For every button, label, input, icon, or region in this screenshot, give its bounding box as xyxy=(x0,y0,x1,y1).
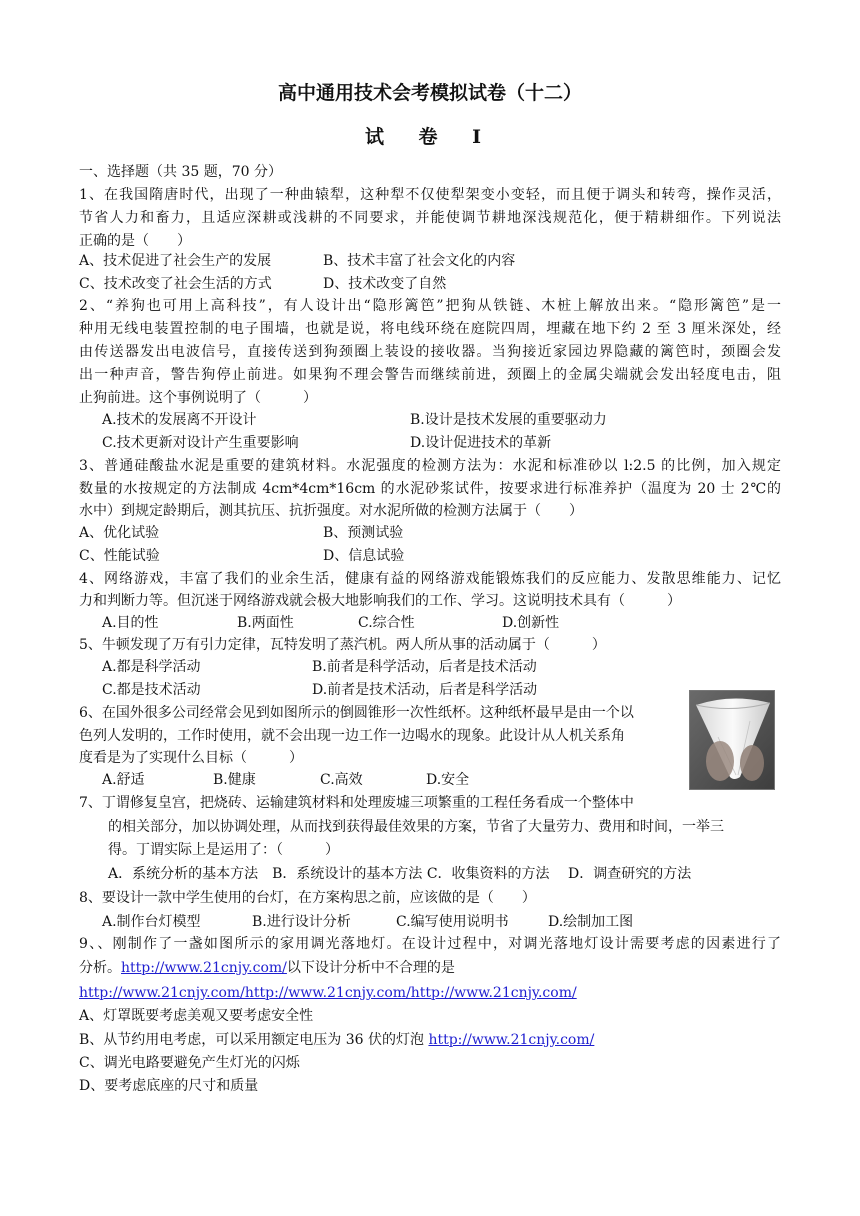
question-2-option-c: C.技术更新对设计产生重要影响 xyxy=(102,435,299,451)
question-1-option-c: C、技术改变了社会生活的方式 xyxy=(79,276,272,292)
question-9-line-2 xyxy=(79,958,455,978)
question-4-line-2: 力和判断力等。但沉迷于网络游戏就会极大地影响我们的工作、学习。这说明技术具有（ ） xyxy=(79,593,681,609)
website-link[interactable]: http://www.21cnjy.com/ xyxy=(121,960,287,976)
question-9-option-d: D、要考虑底座的尺寸和质量 xyxy=(79,1078,259,1094)
question-6-line-2: 色列人发明的，工作时使用，就不会出现一边工作一边喝水的现象。此设计从人机关系角 xyxy=(79,728,625,744)
question-9-line-3 xyxy=(79,983,577,1003)
question-2-option-b: B.设计是技术发展的重要驱动力 xyxy=(410,412,607,428)
question-9-line-2-prefix: 分析。 xyxy=(79,960,121,976)
question-1-option-d: D、技术改变了自然 xyxy=(323,276,447,292)
question-6-line-1: 6、在国外很多公司经常会见到如图所示的倒圆锥形一次性纸杯。这种纸杯最早是由一个以 xyxy=(79,705,634,721)
question-5-option-b: B.前者是科学活动，后者是技术活动 xyxy=(312,659,537,675)
question-6-option-d: D.安全 xyxy=(426,772,470,788)
question-6-option-a: A.舒适 xyxy=(102,772,145,788)
question-3-line-1: 3、普通硅酸盐水泥是重要的建筑材料。水泥强度的检测方法为：水泥和标准砂以 l:2.5 的比例，加入规定 xyxy=(79,458,781,474)
question-4-option-c: C.综合性 xyxy=(358,615,415,631)
question-2-option-a: A.技术的发展离不开设计 xyxy=(102,412,257,428)
question-4-option-b: B.两面性 xyxy=(237,615,294,631)
question-2-line-3: 由传送器发出电波信号，直接传送到狗颈圈上装设的接收器。当狗接近家园边界隐藏的篱笆时，颈圈会发 xyxy=(79,344,781,360)
question-4-line-1: 4、网络游戏，丰富了我们的业余生活，健康有益的网络游戏能锻炼我们的反应能力、发散思维能力、记忆 xyxy=(79,571,781,587)
question-5-option-d: D.前者是技术活动，后者是科学活动 xyxy=(312,682,538,698)
question-8-option-b: B.进行设计分析 xyxy=(252,914,351,930)
question-7-options: A．系统分析的基本方法 B．系统设计的基本方法 C．收集资料的方法 D．调查研究的方法 xyxy=(108,866,692,882)
question-8-option-c: C.编写使用说明书 xyxy=(396,914,509,930)
question-2-line-1: 2、“养狗也可用上高科技”，有人设计出“隐形篱笆”把狗从铁链、木桩上解放出来。“隐形篱笆”是一 xyxy=(79,298,781,314)
question-1-line-3: 正确的是（ ） xyxy=(79,233,191,249)
question-3-line-3: 水中）到规定龄期后，测其抗压、抗折强度。对水泥所做的检测方法属于（ ） xyxy=(79,503,583,519)
question-9-line-2-suffix: 以下设计分析中不合理的是 xyxy=(286,960,455,976)
question-6-line-3: 度看是为了实现什么目标（ ） xyxy=(79,750,303,766)
question-1-option-a: A、技术促进了社会生产的发展 xyxy=(79,253,272,269)
question-7-line-3: 得。丁谓实际上是运用了：（ ） xyxy=(108,842,339,858)
question-9-option-a: A、灯罩既要考虑美观又要考虑安全性 xyxy=(79,1008,314,1024)
question-1-line-1: 1、在我国隋唐时代，出现了一种曲辕犁，这种犁不仅使犁架变小变轻，而且便于调头和转弯，操作灵活， xyxy=(79,187,781,203)
question-5-option-a: A.都是科学活动 xyxy=(102,659,201,675)
question-3-option-b: B、预测试验 xyxy=(323,525,404,541)
paper-cup-image xyxy=(689,690,775,790)
question-7-line-1: 7、丁谓修复皇宫，把烧砖、运输建筑材料和处理废墟三项繁重的工程任务看成一个整体中 xyxy=(79,795,634,811)
section-heading: 一、选择题（共 35 题，70 分） xyxy=(79,164,282,180)
question-8-option-a: A.制作台灯模型 xyxy=(102,914,201,930)
question-1-option-b: B、技术丰富了社会文化的内容 xyxy=(323,253,516,269)
question-9-option-b-text: B、从节约用电考虑，可以采用额定电压为 36 伏的灯泡 xyxy=(79,1032,429,1048)
question-8-line-1: 8、要设计一款中学生使用的台灯，在方案构思之前，应该做的是（ ） xyxy=(79,890,536,906)
question-3-option-d: D、信息试验 xyxy=(323,548,405,564)
page-title: 高中通用技术会考模拟试卷（十二） xyxy=(277,82,582,104)
question-5-option-c: C.都是技术活动 xyxy=(102,682,201,698)
question-6-option-b: B.健康 xyxy=(213,772,256,788)
question-3-option-c: C、性能试验 xyxy=(79,548,160,564)
question-5-line-1: 5、牛顿发现了万有引力定律，瓦特发明了蒸汽机。两人所从事的活动属于（ ） xyxy=(79,637,606,653)
question-3-line-2: 数量的水按规定的方法制成 4cm*4cm*16cm 的水泥砂浆试件，按要求进行标准养护（温度为 20 士 2℃的 xyxy=(79,481,781,497)
question-2-line-4: 出一种声音，警告狗停止前进。如果狗不理会警告而继续前进，颈圈上的金属尖端就会发出轻度电击，阻 xyxy=(79,367,781,383)
question-1-line-2: 节省人力和畜力，且适应深耕或浅耕的不同要求，并能使调节耕地深浅规范化，便于精耕细作。下列说法 xyxy=(79,210,781,226)
question-9-option-b xyxy=(79,1030,594,1050)
question-9-line-1: 9、、刚制作了一盏如图所示的家用调光落地灯。在设计过程中，对调光落地灯设计需要考虑的因素进行了 xyxy=(79,936,781,952)
question-4-option-a: A.目的性 xyxy=(102,615,159,631)
website-link-option-b[interactable]: http://www.21cnjy.com/ xyxy=(428,1032,595,1048)
question-4-option-d: D.创新性 xyxy=(502,615,560,631)
question-9-option-c: C、调光电路要避免产生灯光的闪烁 xyxy=(79,1055,300,1071)
question-7-line-2: 的相关部分，加以协调处理，从而找到获得最佳效果的方案，节省了大量劳力、费用和时间，一举三 xyxy=(108,819,724,835)
question-6-option-c: C.高效 xyxy=(320,772,363,788)
question-2-line-2: 种用无线电装置控制的电子围墙，也就是说，将电线环绕在庭院四周，埋藏在地下约 2 至 3 厘米深处，经 xyxy=(79,321,781,337)
question-2-option-d: D.设计促进技术的革新 xyxy=(410,435,552,451)
website-links-row[interactable]: http://www.21cnjy.com/http://www.21cnjy.com/http://www.21cnjy.com/ xyxy=(79,985,577,1001)
question-8-option-d: D.绘制加工图 xyxy=(548,914,634,930)
question-3-option-a: A、优化试验 xyxy=(79,525,160,541)
question-2-line-5: 止狗前进。这个事例说明了（ ） xyxy=(79,390,317,406)
paper-subtitle: 试 卷 Ⅰ xyxy=(364,126,496,148)
